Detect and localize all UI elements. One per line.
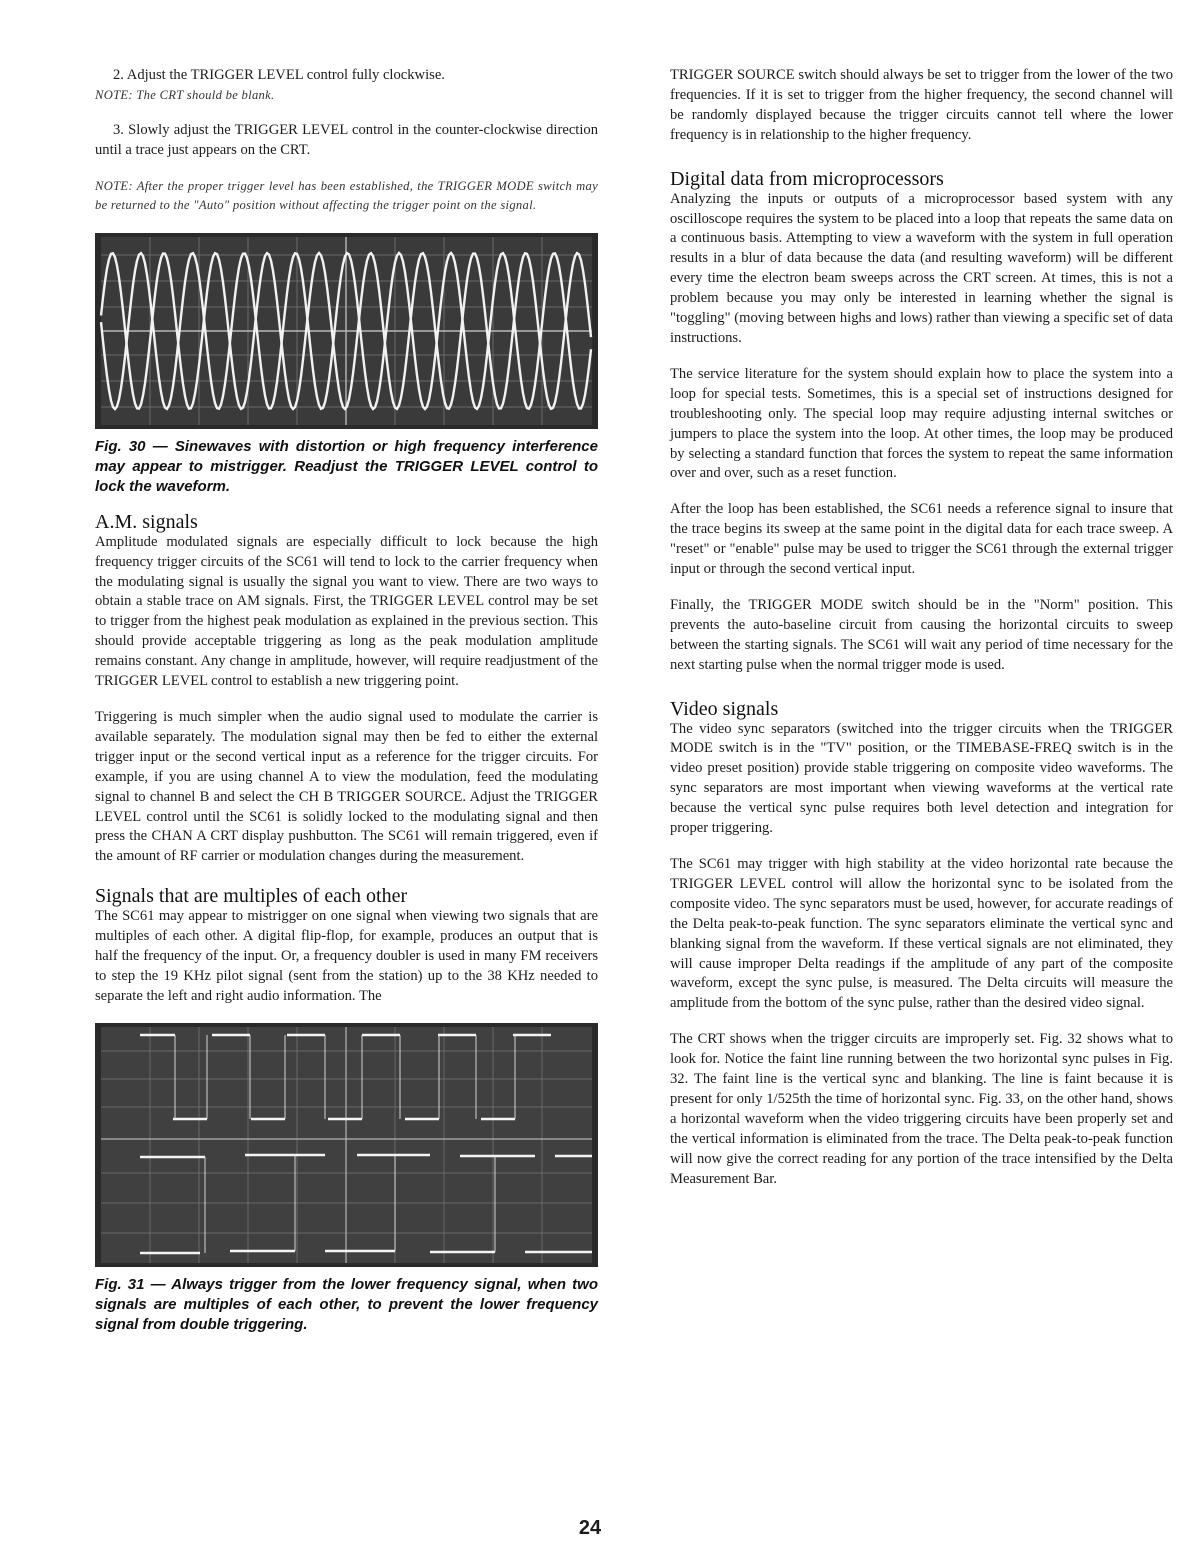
multiples-paragraph-1: The SC61 may appear to mistrigger on one signal when viewing two signals that are multiples of each other. A digital flip-flop, for example, produces an output that is half the frequency of the input. Or, a frequency doubler is used in many FM receivers to step the 19 KHz pilot signal (sent from the station) up to the 38 KHz needed to separate the left and right audio information. The: [95, 908, 598, 1004]
video-signals-heading: Video signals: [670, 697, 779, 720]
right-column: [670, 66, 1173, 1190]
video-paragraph-3: The CRT shows when the trigger circuits are improperly set. Fig. 32 shows what to look for. Notice the faint line running between the two horizontal sync pulses in Fig. 32. The faint line is the vertical sync and blanking. The line is faint because it is present for only 1/525th the time of horizontal sync. Fig. 33, on the other hand, shows a horizontal waveform when the video triggering circuits have been properly set and the vertical information is eliminated from the trace. The Delta peak-to-peak function will now give the correct reading for any portion of the trace intensified by the Delta Measurement Bar.: [670, 1031, 1173, 1187]
step-3: 3. Slowly adjust the TRIGGER LEVEL control in the counter-clockwise direction until a trace just appears on the CRT.: [95, 121, 598, 158]
video-paragraph-1: The video sync separators (switched into the trigger circuits when the TRIGGER MODE switch is in the "TV" position, or the TIMEBASE-FREQ switch is in the video preset position) provide stable triggering on composite video waveforms. The sync separators are most important when viewing waveforms at the vertical rate because the vertical sync pulse requires both level detection and integration for proper triggering.: [670, 720, 1173, 837]
digital-paragraph-2: The service literature for the system should explain how to place the system into a loop for special tests. Sometimes, this is a special set of instructions designed for troubleshooting only. The special loop may require adjusting internal switches or jumpers to place the system into the loop. At other times, the loop may be produced by selecting a standard function that forces the system to repeat the same information over and over, such as a reset function.: [670, 365, 1173, 482]
am-paragraph-2: Triggering is much simpler when the audio signal used to modulate the carrier is available separately. The modulation signal may then be fed to either the external trigger input or the second vertical input as a reference for the trigger circuits. For example, if you are using channel A to view the modulation, feed the modulating signal to channel B and select the CH B TRIGGER SOURCE. Adjust the TRIGGER LEVEL control until the SC61 is solidly locked to the modulating signal and then press the CHAN A CRT display pushbutton. The SC61 will remain triggered, even if the amount of RF carrier or modulation changes during the measurement.: [95, 708, 598, 865]
fig-30-caption: Fig. 30 — Sinewaves with distortion or high frequency interference may appear to mistrigger. Readjust the TRIGGER LEVEL control to lock the waveform.: [95, 437, 598, 495]
trigger-mode-note: NOTE: After the proper trigger level has been established, the TRIGGER MODE switch may be returned to the "Auto" position without affecting the trigger point on the signal.: [95, 178, 598, 212]
digital-data-heading: Digital data from microprocessors: [670, 167, 944, 190]
fig-31-caption: Fig. 31 — Always trigger from the lower frequency signal, when two signals are multiples of each other, to prevent the lower frequency signal from double triggering.: [95, 1275, 598, 1333]
multiples-heading: Signals that are multiples of each other: [95, 885, 408, 908]
fig-31-scope-image: [95, 1023, 598, 1267]
fig-30-scope-image: [95, 233, 598, 429]
left-column: [95, 66, 598, 1335]
step-2-note: NOTE: The CRT should be blank.: [95, 87, 275, 102]
am-paragraph-1: Amplitude modulated signals are especially difficult to lock because the high frequency trigger circuits of the SC61 will tend to lock to the carrier frequency when the modulating signal is usually the signal you want to view. There are two ways to obtain a stable trace on AM signals. First, the TRIGGER LEVEL control may be set to trigger from the highest peak modulation as explained in the previous section. This should provide acceptable triggering as long as the peak modulation amplitude remains constant. Any change in amplitude, however, will require readjustment of the TRIGGER LEVEL control to establish a new triggering point.: [95, 533, 598, 690]
am-signals-heading: A.M. signals: [95, 510, 198, 533]
digital-paragraph-4: Finally, the TRIGGER MODE switch should be in the "Norm" position. This prevents the auto-baseline circuit from causing the horizontal circuits to sweep between the starting signals. The SC61 will wait any period of time necessary for the next starting pulse when the normal trigger mode is used.: [670, 596, 1173, 673]
digital-paragraph-3: After the loop has been established, the SC61 needs a reference signal to insure that the trace begins its sweep at the same point in the digital data for each trace sweep. A "reset" or "enable" pulse may be used to trigger the SC61 through the external trigger input or through the second vertical input.: [670, 501, 1173, 578]
video-paragraph-2: The SC61 may trigger with high stability at the video horizontal rate because the TRIGGER LEVEL control will allow the horizontal sync to be isolated from the composite video. The sync separators must be used, however, for accurate readings of the Delta peak-to-peak function. The sync separators eliminate the vertical sync and blanking signal from the waveform. If these vertical signals are not eliminated, they will cause improper Delta readings if the amplitude of any part of the composite waveform, except the sync pulse, is measured. The Delta circuits will measure the amplitude from the bottom of the sync pulse, rather than the desired video signal.: [670, 856, 1173, 1012]
step-2: 2. Adjust the TRIGGER LEVEL control fully clockwise.: [113, 67, 445, 83]
trigger-source-continued: TRIGGER SOURCE switch should always be set to trigger from the lower of the two frequencies. If it is set to trigger from the higher frequency, the second channel will be randomly displayed because the trigger circuits cannot tell where the lower frequency is in relationship to the higher frequency.: [670, 67, 1173, 143]
digital-paragraph-1: Analyzing the inputs or outputs of a microprocessor based system with any oscilloscope requires the system to be placed into a loop that repeats the same data on a continuous basis. Attempting to view a waveform with the system in full operation results in a blur of data because the data (and resulting waveform) will be different every time the electron beam sweeps across the CRT screen. At times, this is not a problem because you may only be interested in learning whether the signal is "toggling" (moving between highs and lows) rather than viewing a specific set of data instructions.: [670, 190, 1173, 346]
page-number: 24: [578, 1517, 602, 1539]
